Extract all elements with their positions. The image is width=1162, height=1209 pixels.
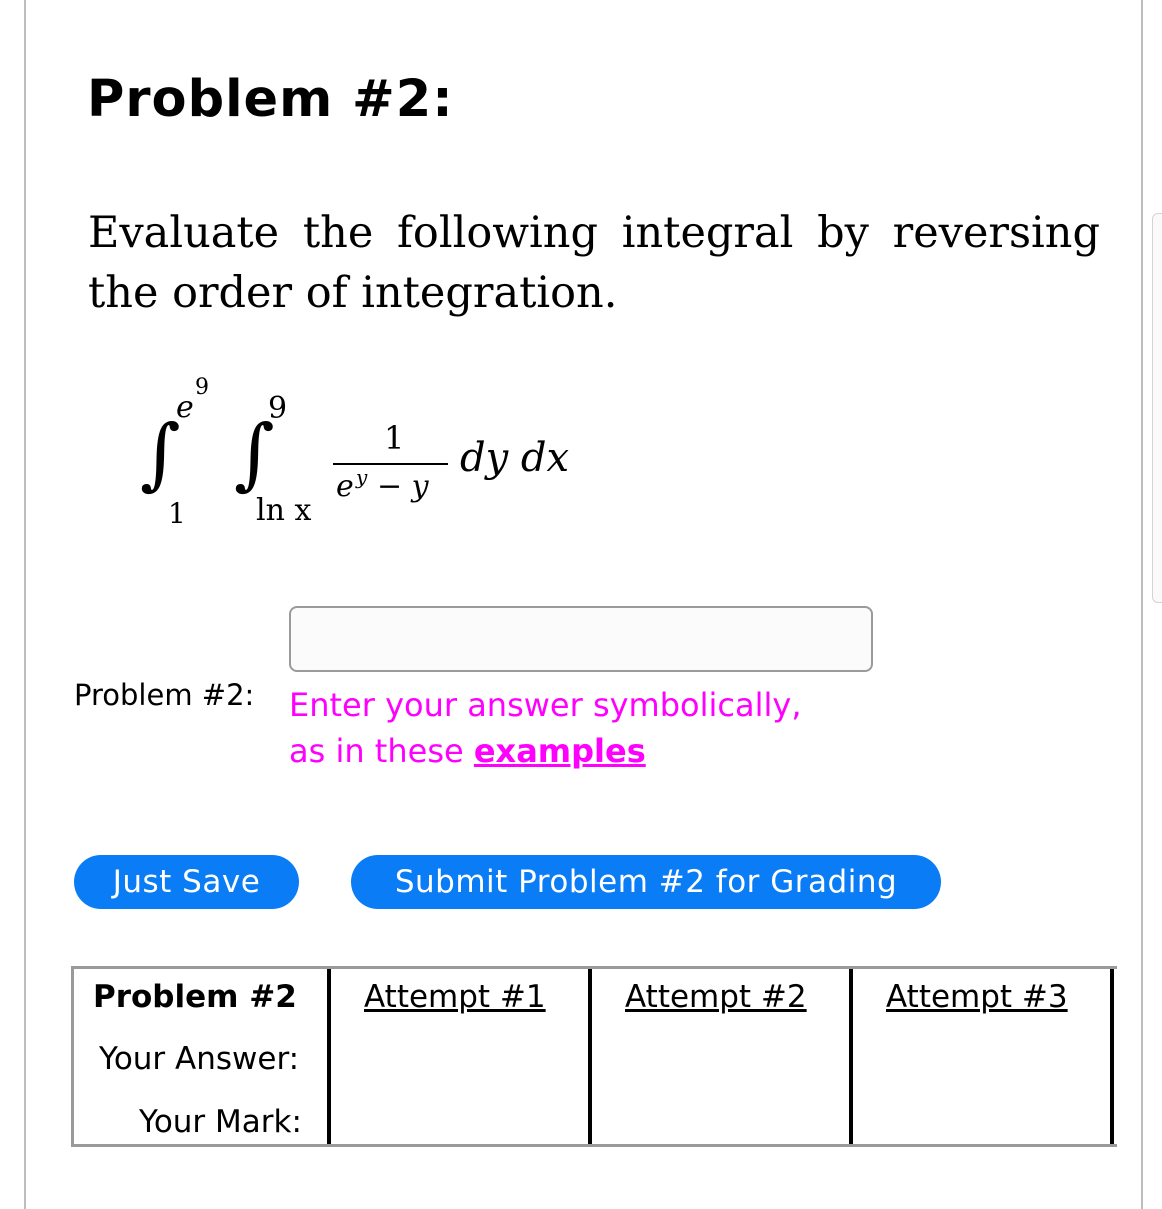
outer-integral-sign: ∫ — [140, 409, 181, 499]
attempt-1-link[interactable]: Attempt #1 — [364, 979, 546, 1015]
table-divider — [1110, 969, 1114, 1144]
submit-grading-button[interactable]: Submit Problem #2 for Grading — [351, 855, 941, 909]
problem-title: Problem #2: — [87, 70, 454, 129]
page-border-right — [1141, 0, 1143, 1209]
table-divider — [849, 969, 853, 1144]
table-header-problem: Problem #2 — [93, 979, 297, 1015]
denominator-rest: − y — [377, 469, 429, 504]
inner-lower-limit: ln x — [256, 493, 312, 528]
your-mark-label: Your Mark: — [139, 1104, 302, 1140]
fraction-bar — [333, 463, 448, 465]
problem-statement: Evaluate the following integral by reversing the order of integration. — [88, 208, 1100, 318]
differentials: dy dx — [460, 435, 570, 481]
denominator-exponent: y — [356, 465, 368, 489]
inner-upper-limit: 9 — [268, 391, 288, 426]
denominator-base: e — [336, 469, 354, 504]
your-answer-label: Your Answer: — [99, 1041, 300, 1077]
answer-label: Problem #2: — [74, 678, 255, 712]
outer-lower-limit: 1 — [168, 497, 186, 530]
fraction-numerator: 1 — [384, 419, 405, 457]
hint-line-1: Enter your answer symbolically, — [289, 686, 802, 724]
examples-link[interactable]: examples — [473, 732, 646, 770]
outer-upper-limit-exponent: 9 — [195, 375, 209, 400]
attempt-2-link[interactable]: Attempt #2 — [625, 979, 807, 1015]
scrollbar[interactable] — [1152, 213, 1162, 603]
answer-input[interactable] — [289, 606, 873, 672]
just-save-button[interactable]: Just Save — [74, 855, 299, 909]
table-divider — [327, 969, 331, 1144]
table-divider — [588, 969, 592, 1144]
outer-upper-limit-base: e — [176, 390, 194, 425]
inner-integral-sign: ∫ — [234, 409, 275, 499]
hint-line-2 — [289, 728, 801, 774]
page-border-left — [24, 0, 26, 1209]
attempts-table — [71, 966, 1117, 1147]
answer-hint — [289, 682, 801, 774]
integral-expression — [140, 375, 600, 545]
attempt-3-link[interactable]: Attempt #3 — [886, 979, 1068, 1015]
hint-line-2-prefix: as in these — [289, 732, 474, 770]
